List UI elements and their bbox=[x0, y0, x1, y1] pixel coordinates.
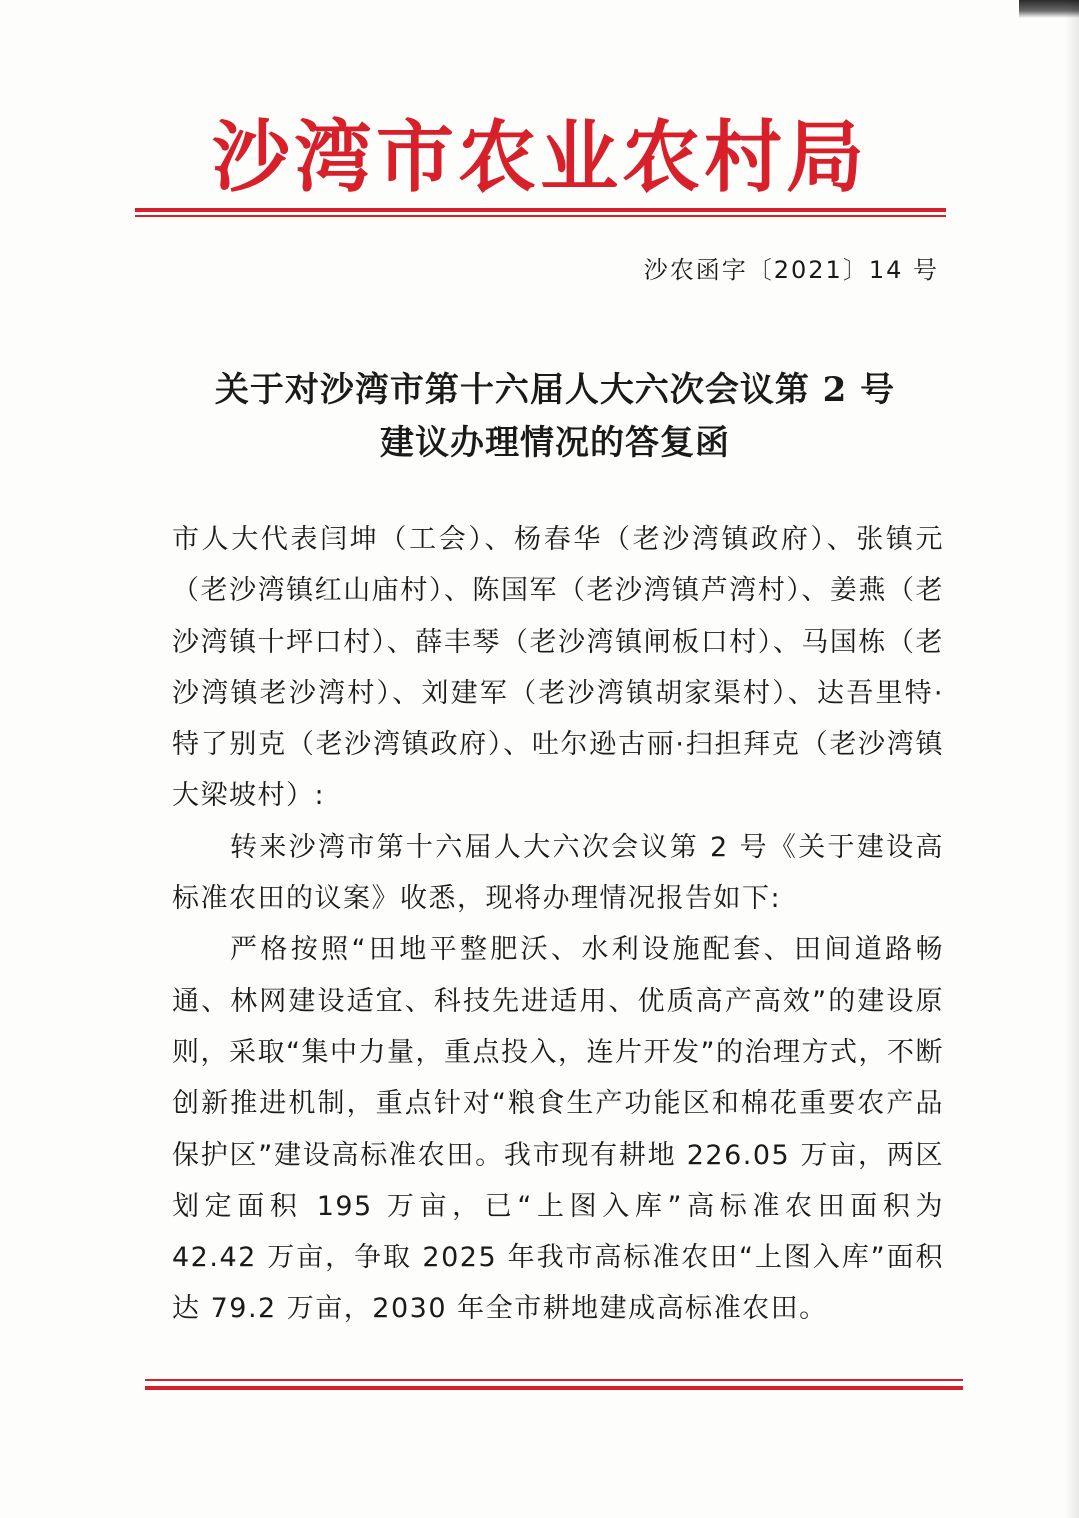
footer-rule-thick bbox=[145, 1386, 963, 1390]
addressees: 市人大代表闫坤（工会）、杨春华（老沙湾镇政府）、张镇元（老沙湾镇红山庙村）、陈国军（老沙湾镇芦湾村）、姜燕（老沙湾镇十坪口村）、薛丰琴（老沙湾镇闸板口村）、马国栋（老沙湾镇老沙湾村）、刘建军（老沙湾镇胡家渠村）、达吾里特·特了别克（老沙湾镇政府）、吐尔逊古丽·扫担拜克（老沙湾镇大梁坡村）: bbox=[172, 524, 944, 812]
subject-line-1: 关于对沙湾市第十六届人大六次会议第 2 号 bbox=[214, 370, 896, 410]
paragraph-2: 严格按照“田地平整肥沃、水利设施配套、田间道路畅通、林网建设适宜、科技先进适用、优质高产高效”的建设原则，采取“集中力量，重点投入，连片开发”的治理方式，不断创新推进机制，重点针对“粮食生产功能区和棉花重要农产品保护区”建设高标准农田。我市现有耕地 226.05 万亩，两区划定面积 195 万亩，已“上图入库”高标准农田面积为 42.42 万亩，争取 2025 年我市高标准农田“上图入库”面积达 79.2 万亩，2030 年全市耕地建成高标准农田。 bbox=[172, 934, 944, 1325]
subject-line-2: 建议办理情况的答复函 bbox=[380, 423, 730, 463]
page-edge-shadow bbox=[1065, 0, 1079, 1518]
letterhead-title: 沙湾市农业农村局 bbox=[211, 112, 868, 203]
document-number: 沙农函字〔2021〕14 号 bbox=[643, 256, 939, 284]
footer-rule-thin bbox=[145, 1379, 963, 1381]
letter-body bbox=[172, 514, 944, 1335]
letterhead-rule-thick bbox=[135, 208, 946, 212]
paragraph-1: 转来沙湾市第十六届人大六次会议第 2 号《关于建设高标准农田的议案》收悉，现将办理情况报告如下: bbox=[172, 831, 944, 915]
letterhead-rule-thin bbox=[135, 215, 946, 217]
